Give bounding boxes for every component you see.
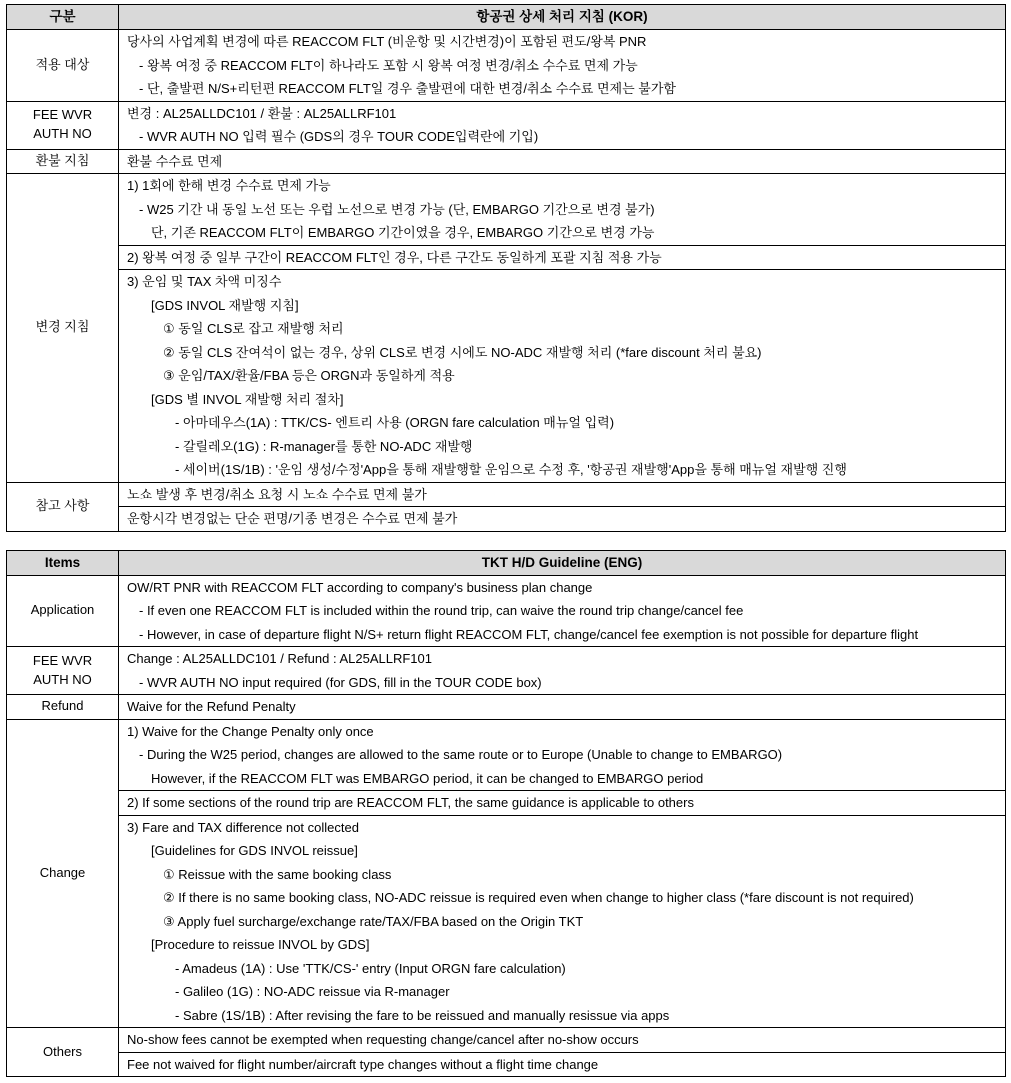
- row-body: [119, 482, 1006, 531]
- guideline-line: - During the W25 period, changes are allowed to the same route or to Europe (Unable to change to EMBARGO): [139, 747, 783, 762]
- table-row: [7, 695, 1006, 720]
- guideline-line: - 갈릴레오(1G) : R-manager를 통한 NO-ADC 재발행: [175, 438, 473, 454]
- row-label: 참고 사항: [7, 482, 119, 531]
- header-label-cell: Items: [7, 550, 119, 575]
- row-body: [119, 101, 1006, 149]
- row-label: Change: [7, 719, 119, 1028]
- guideline-line: - If even one REACCOM FLT is included within the round trip, can waive the round trip change/cancel fee: [139, 603, 744, 618]
- row-body-lines: [119, 174, 1005, 482]
- guideline-line: ① Reissue with the same booking class: [163, 866, 392, 882]
- guideline-line: ① 동일 CLS로 잡고 재발행 처리: [163, 321, 344, 336]
- row-body: [119, 30, 1006, 102]
- row-body-lines: [119, 576, 1005, 647]
- row-label-line: AUTH NO: [33, 671, 92, 687]
- table-row: [7, 149, 1006, 174]
- table-row: [7, 575, 1006, 647]
- guideline-line: [Guidelines for GDS INVOL reissue]: [151, 843, 358, 858]
- guideline-line: 변경 : AL25ALLDC101 / 환불 : AL25ALLRF101: [127, 105, 397, 121]
- row-label-line: FEE WVR: [32, 652, 93, 668]
- table-row: [7, 1028, 1006, 1077]
- row-label: 적용 대상: [7, 30, 119, 102]
- guideline-line: [GDS INVOL 재발행 지침]: [151, 297, 299, 313]
- kor-guideline-table: [6, 4, 1006, 532]
- guideline-line: ② 동일 CLS 잔여석이 없는 경우, 상위 CLS로 변경 시에도 NO-ADC 재발행 처리 (*fare discount 처리 불요): [163, 344, 762, 360]
- row-label: 환불 지침: [7, 149, 119, 174]
- guideline-line: 운항시각 변경없는 단순 편명/기종 변경은 수수료 면제 불가: [119, 506, 1005, 531]
- guideline-line: ③ Apply fuel surcharge/exchange rate/TAX/FBA based on the Origin TKT: [163, 913, 584, 929]
- guideline-line: 단, 기존 REACCOM FLT이 EMBARGO 기간이였을 경우, EMBARGO 기간으로 변경 가능: [151, 225, 655, 240]
- table-header-row: [7, 5, 1006, 30]
- row-body: [119, 1028, 1006, 1077]
- row-label: [7, 101, 119, 149]
- guideline-line: Change : AL25ALLDC101 / Refund : AL25ALLRF101: [127, 651, 432, 666]
- row-body-lines: [119, 30, 1005, 101]
- row-body-lines: [119, 720, 1005, 1028]
- guideline-line: - 세이버(1S/1B) : '운임 생성/수정'App을 통해 재발행할 운임으로 수정 후, '항공권 재발행'App을 통해 매뉴얼 재발행 진행: [175, 462, 847, 477]
- row-label: 변경 지침: [7, 174, 119, 483]
- guideline-line: ② If there is no same booking class, NO-ADC reissue is required even when change to higher class (*fare discount is not required): [163, 890, 914, 905]
- guideline-line: 3) Fare and TAX difference not collected: [119, 815, 1005, 840]
- guideline-line: Waive for the Refund Penalty: [127, 699, 296, 714]
- guideline-line: No-show fees cannot be exempted when requesting change/cancel after no-show occurs: [127, 1032, 639, 1047]
- guideline-line: 2) If some sections of the round trip are REACCOM FLT, the same guidance is applicable to others: [119, 790, 1005, 815]
- row-body-lines: [119, 1028, 1005, 1076]
- table-row: [7, 482, 1006, 531]
- guideline-line: However, if the REACCOM FLT was EMBARGO period, it can be changed to EMBARGO period: [151, 770, 704, 786]
- guideline-line: - WVR AUTH NO input required (for GDS, fill in the TOUR CODE box): [139, 674, 542, 690]
- guideline-line: - 왕복 여정 중 REACCOM FLT이 하나라도 포함 시 왕복 여정 변경/취소 수수료 면제 가능: [139, 57, 638, 73]
- tables-root: [6, 4, 1005, 1077]
- guideline-line: 당사의 사업계획 변경에 따른 REACCOM FLT (비운항 및 시간변경)이 포함된 편도/왕복 PNR: [127, 34, 647, 49]
- row-label: [7, 647, 119, 695]
- row-label: Application: [7, 575, 119, 647]
- row-body: [119, 575, 1006, 647]
- guideline-line: - 단, 출발편 N/S+리턴편 REACCOM FLT일 경우 출발편에 대한 변경/취소 수수료 면제는 불가함: [139, 81, 676, 96]
- table-row: [7, 174, 1006, 483]
- guideline-line: [GDS 별 INVOL 재발행 처리 절차]: [151, 391, 344, 407]
- row-body-lines: [119, 695, 1005, 719]
- table-row: [7, 647, 1006, 695]
- row-label: Others: [7, 1028, 119, 1077]
- row-body: [119, 719, 1006, 1028]
- guideline-line: - However, in case of departure flight N/S+ return flight REACCOM FLT, change/cancel fee exemption is not possible for departure flight: [139, 626, 919, 642]
- guideline-line: 환불 수수료 면제: [127, 153, 223, 169]
- header-label-cell: 구분: [7, 5, 119, 30]
- guideline-line: 3) 운임 및 TAX 차액 미징수: [119, 269, 1005, 294]
- guideline-line: 노쇼 발생 후 변경/취소 요청 시 노쇼 수수료 면제 불가: [127, 486, 427, 502]
- guideline-line: - WVR AUTH NO 입력 필수 (GDS의 경우 TOUR CODE입력란에 기입): [139, 129, 539, 144]
- guideline-line: 1) 1회에 한해 변경 수수료 면제 가능: [127, 178, 331, 193]
- guideline-line: 1) Waive for the Change Penalty only once: [127, 723, 374, 739]
- row-label-line: AUTH NO: [33, 126, 92, 141]
- guideline-line: 2) 왕복 여정 중 일부 구간이 REACCOM FLT인 경우, 다른 구간도 동일하게 포괄 지침 적용 가능: [119, 245, 1005, 270]
- guideline-line: - Galileo (1G) : NO-ADC reissue via R-manager: [175, 984, 450, 999]
- row-body: [119, 695, 1006, 720]
- row-body-lines: [119, 647, 1005, 694]
- guideline-line: - Amadeus (1A) : Use 'TTK/CS-' entry (Input ORGN fare calculation): [175, 960, 566, 976]
- header-title-cell: 항공권 상세 처리 지침 (KOR): [119, 5, 1006, 30]
- guideline-line: Fee not waived for flight number/aircraft type changes without a flight time change: [119, 1052, 1005, 1077]
- row-body: [119, 174, 1006, 483]
- row-label: Refund: [7, 695, 119, 720]
- row-body: [119, 149, 1006, 174]
- eng-guideline-table: [6, 550, 1006, 1078]
- table-row: [7, 719, 1006, 1028]
- guideline-line: - Sabre (1S/1B) : After revising the fare to be reissued and manually resissue via apps: [175, 1007, 670, 1023]
- row-label-line: FEE WVR: [32, 107, 93, 123]
- header-title-cell: TKT H/D Guideline (ENG): [119, 550, 1006, 575]
- row-body-lines: [119, 150, 1005, 174]
- row-body: [119, 647, 1006, 695]
- guideline-line: - W25 기간 내 동일 노선 또는 우럽 노선으로 변경 가능 (단, EMBARGO 기간으로 변경 불가): [139, 201, 655, 217]
- guideline-line: ③ 운임/TAX/환율/FBA 등은 ORGN과 동일하게 적용: [163, 368, 455, 383]
- guideline-line: OW/RT PNR with REACCOM FLT according to company's business plan change: [127, 579, 593, 595]
- guideline-line: [Procedure to reissue INVOL by GDS]: [151, 937, 370, 952]
- table-row: [7, 101, 1006, 149]
- table-row: [7, 30, 1006, 102]
- row-body-lines: [119, 483, 1005, 531]
- table-header-row: [7, 550, 1006, 575]
- guideline-line: - 아마데우스(1A) : TTK/CS- 엔트리 사용 (ORGN fare calculation 매뉴얼 입력): [175, 415, 615, 430]
- row-body-lines: [119, 102, 1005, 149]
